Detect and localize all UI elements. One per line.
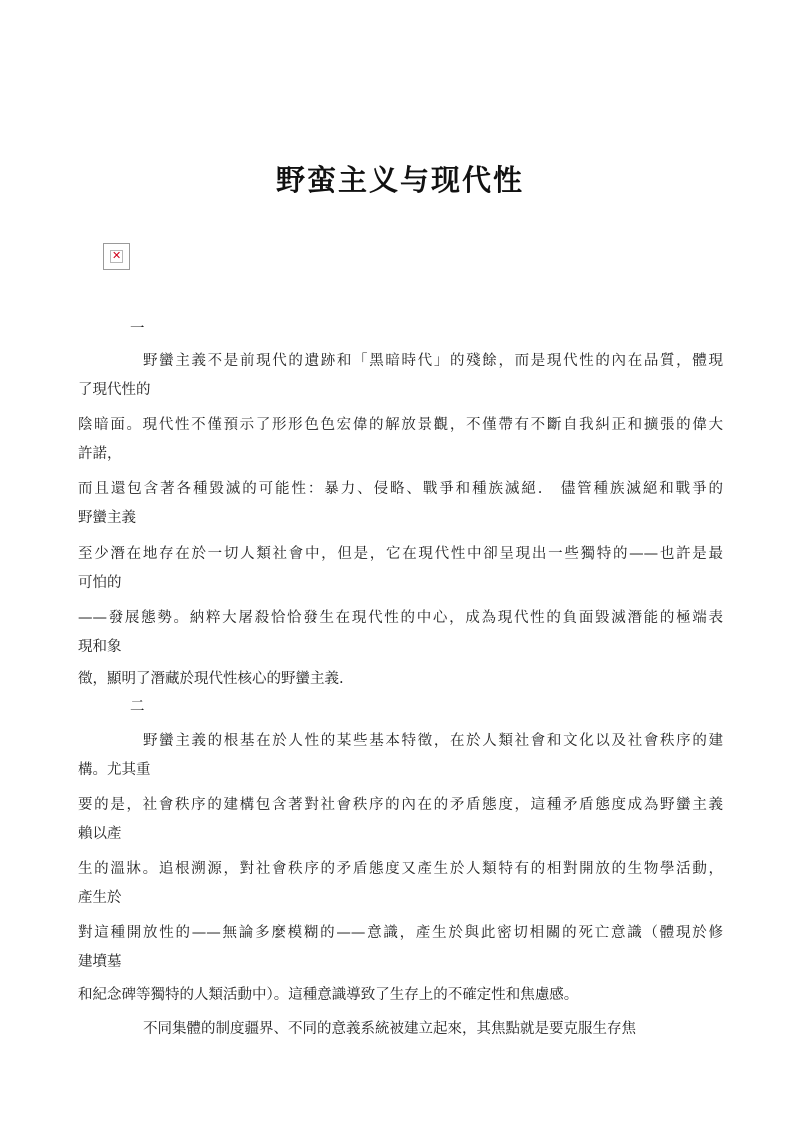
close-icon: ✕ xyxy=(112,249,122,262)
paragraph-line: 現和象 xyxy=(78,639,122,655)
paragraph-line: 可怕的 xyxy=(78,575,122,591)
paragraph-line: 至少潛在地存在於一切人類社會中，但是，它在現代性中卻呈現出一些獨特的——也許是最 xyxy=(78,546,723,562)
page-title: 野蛮主义与现代性 xyxy=(275,163,524,197)
paragraph-line: 對這種開放性的——無論多麼模糊的——意識，產生於與此密切相關的死亡意識（體現於修 xyxy=(78,925,723,941)
paragraph-line: 建墳墓 xyxy=(78,954,122,970)
paragraph-line: 構。尤其重 xyxy=(78,762,151,778)
broken-image-icon xyxy=(103,243,130,270)
paragraph-line: 要的是，社會秩序的建構包含著對社會秩序的內在的矛盾態度，這種矛盾態度成為野蠻主義 xyxy=(78,797,723,813)
paragraph-line: 而且還包含著各種毀滅的可能性：暴力、侵略、戰爭和種族滅絕. 儘管種族滅絕和戰爭的 xyxy=(78,481,723,497)
section-number: 一 xyxy=(130,321,145,337)
paragraph-line: 賴以產 xyxy=(78,826,122,842)
paragraph-line: 陰暗面。現代性不僅預示了形形色色宏偉的解放景觀，不僅帶有不斷自我糾正和擴張的偉大 xyxy=(78,417,723,433)
paragraph-line: ——發展態勢。納粹大屠殺恰恰發生在現代性的中心，成為現代性的負面毀滅潛能的極端表 xyxy=(78,610,723,626)
paragraph-line: 野蠻主義不是前現代的遺跡和「黑暗時代」的殘餘，而是現代性的內在品質，體現 xyxy=(143,353,723,369)
paragraph-line: 生的溫牀。追根溯源，對社會秩序的矛盾態度又產生於人類特有的相對開放的生物學活動， xyxy=(78,861,723,877)
paragraph-line: 不同集體的制度疆界、不同的意義系統被建立起來，其焦點就是要克服生存焦 xyxy=(143,1021,636,1037)
paragraph-line: 產生於 xyxy=(78,890,122,906)
paragraph-line: 了現代性的 xyxy=(78,382,151,398)
broken-image-frame xyxy=(110,250,123,263)
paragraph-line: 和紀念碑等獨特的人類活動中）。這種意識導致了生存上的不確定性和焦慮感。 xyxy=(78,987,579,1003)
section-number: 二 xyxy=(130,699,145,715)
paragraph-line: 許諾， xyxy=(78,446,122,462)
paragraph-line: 徵，顯明了潛藏於現代性核心的野蠻主義. xyxy=(78,671,344,687)
paragraph-line: 野蠻主義的根基在於人性的某些基本特徵，在於人類社會和文化以及社會秩序的建 xyxy=(143,733,723,749)
paragraph-line: 野蠻主義 xyxy=(78,510,136,526)
